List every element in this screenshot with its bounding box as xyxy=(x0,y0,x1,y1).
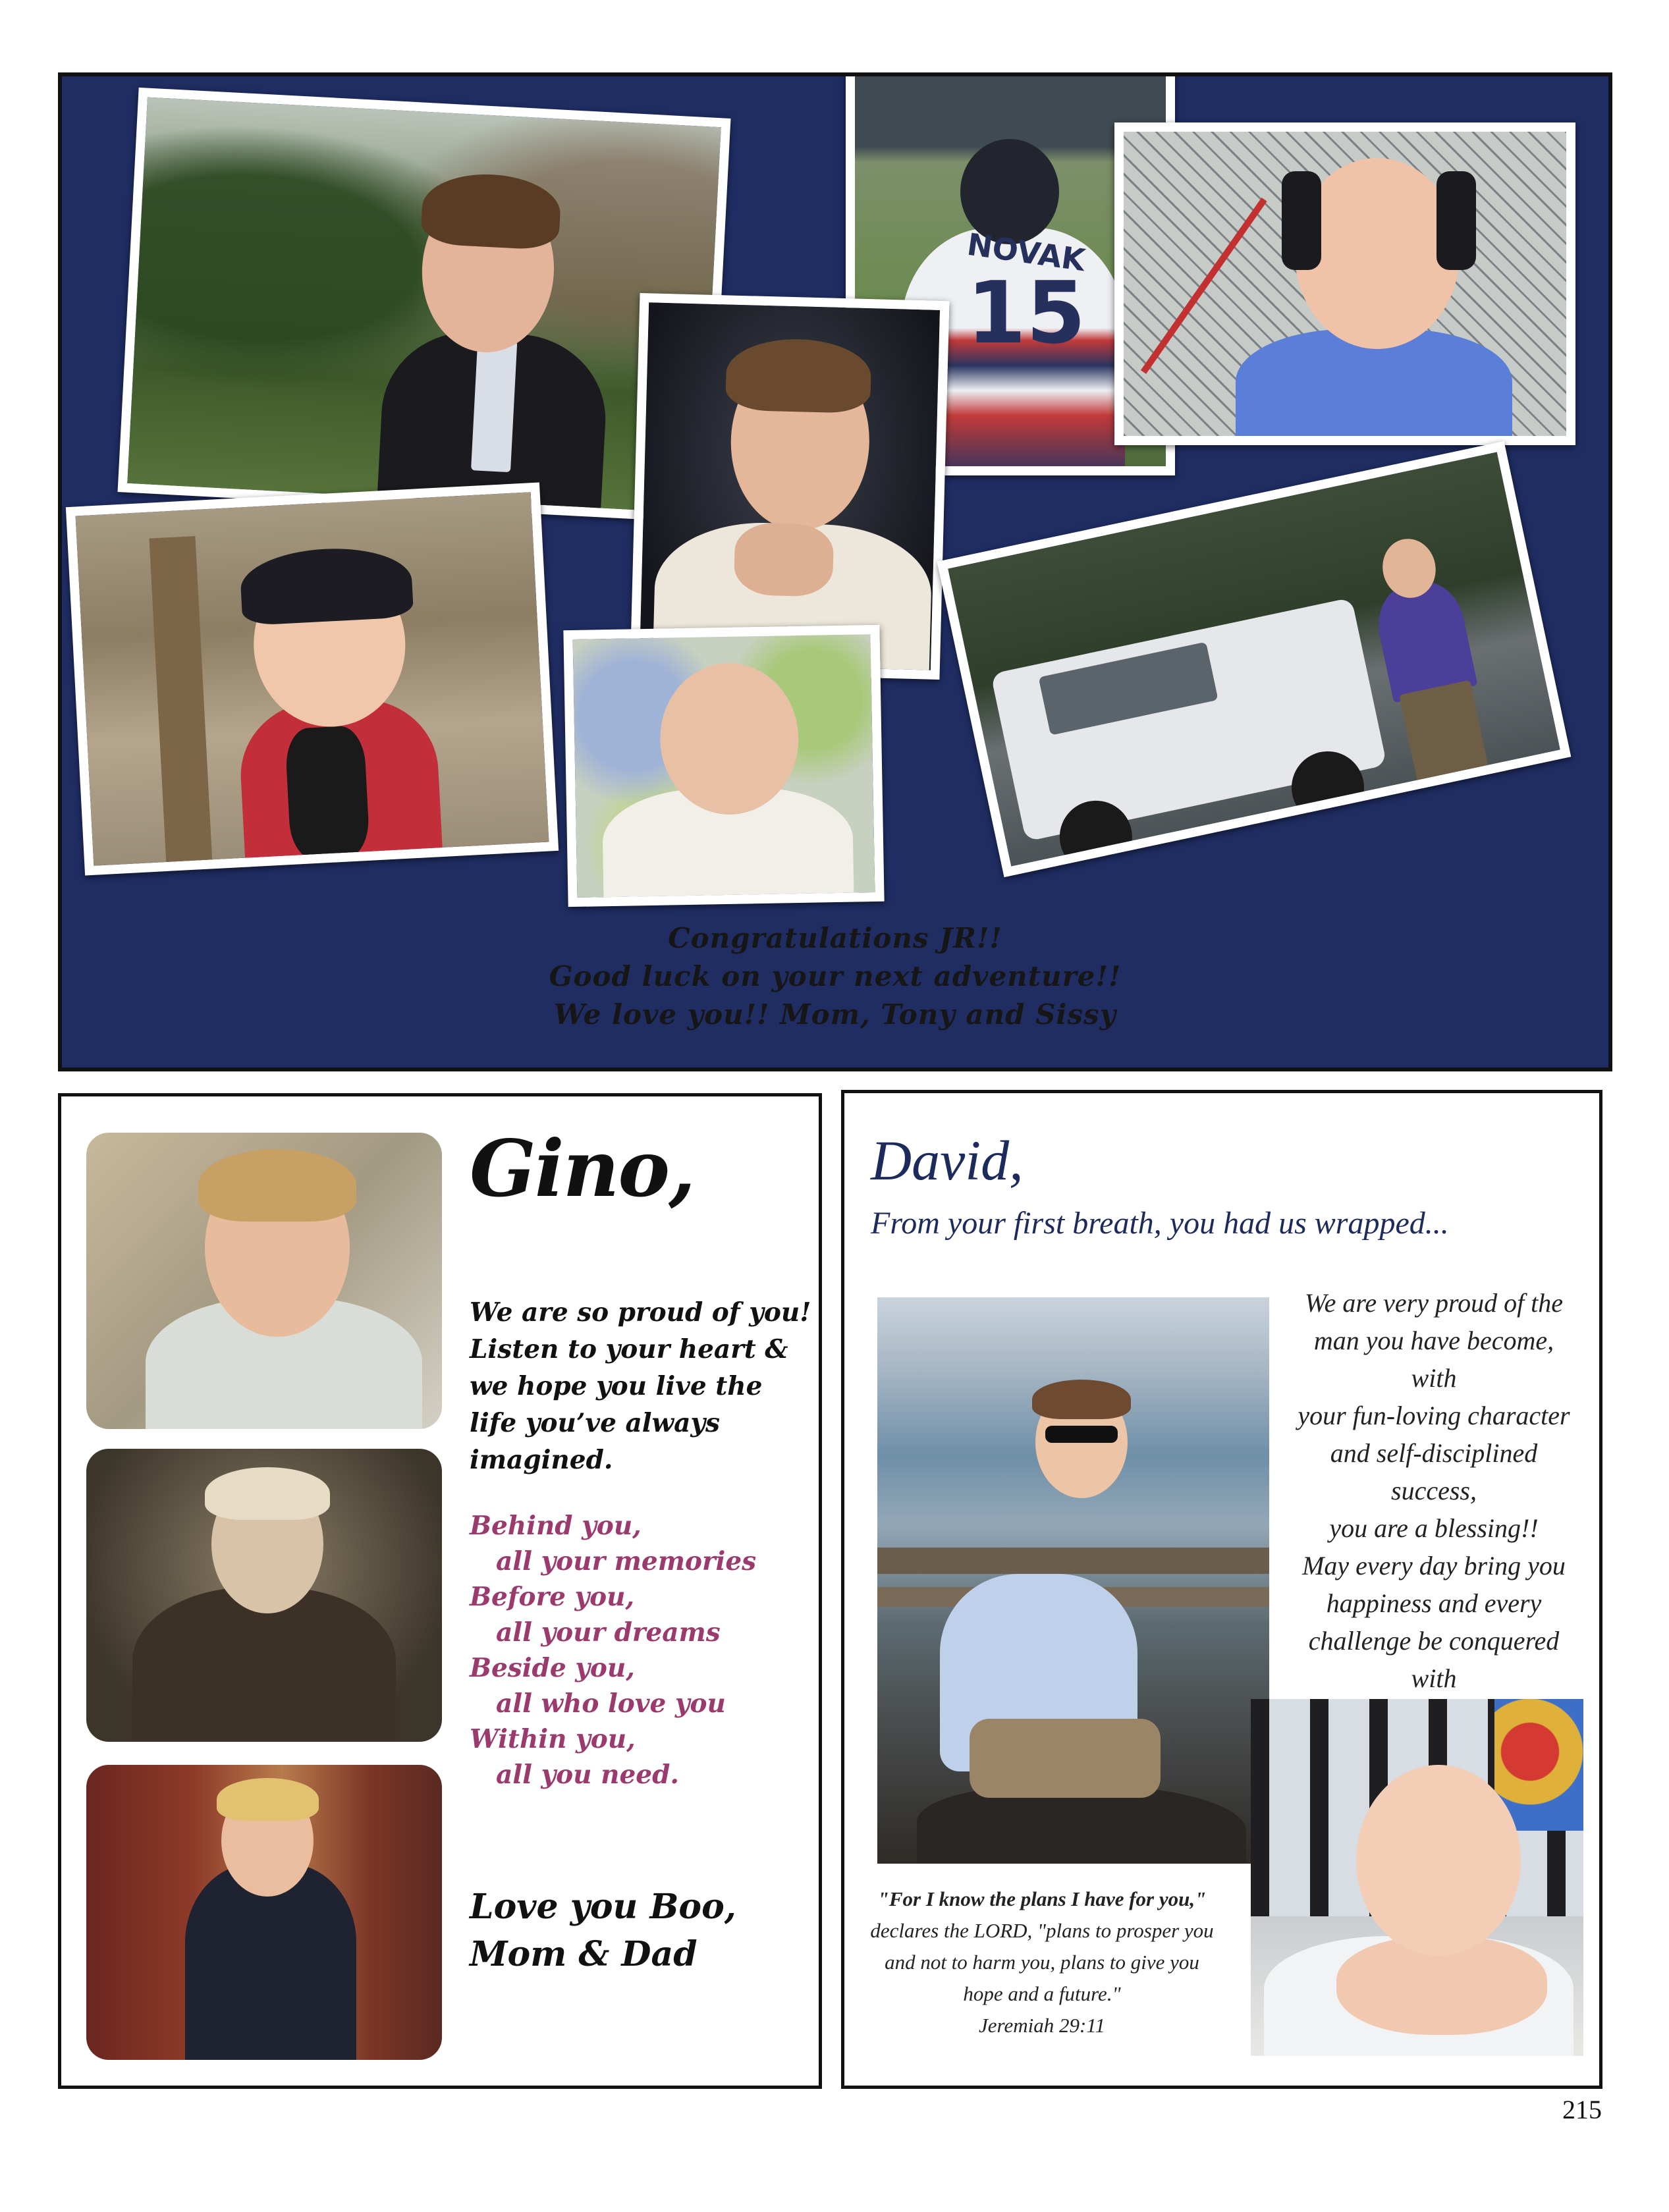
david-message-line: May every day bring you xyxy=(1302,1551,1566,1580)
david-title: David, xyxy=(871,1129,1024,1192)
david-message-line: challenge be conquered with xyxy=(1308,1626,1560,1693)
page-number: 215 xyxy=(1562,2095,1602,2124)
collage-panel xyxy=(58,72,1612,1071)
poem-line: all your dreams xyxy=(496,1617,721,1648)
poem-line: all your memories xyxy=(496,1546,757,1577)
poem-line: all you need. xyxy=(496,1760,679,1790)
david-ad-box xyxy=(841,1090,1602,2089)
photo-jeep xyxy=(937,441,1572,877)
gino-photo-1 xyxy=(86,1133,442,1429)
caption-line-3: We love you!! Mom, Tony and Sissy xyxy=(553,998,1117,1031)
photo-baby xyxy=(563,625,884,907)
signoff-line-2: Mom & Dad xyxy=(470,1934,698,1974)
photo-senior-portrait xyxy=(630,293,950,680)
gino-signoff xyxy=(470,1883,812,1978)
david-message-line: you are a blessing!! xyxy=(1329,1513,1539,1543)
gino-ad-box xyxy=(58,1093,822,2089)
collage-caption xyxy=(62,919,1608,1034)
david-message-line: man you have become, with xyxy=(1313,1326,1554,1393)
verse-line: "For I know the plans I have for you," xyxy=(877,1887,1207,1910)
david-subtitle: From your first breath, you had us wrapped... xyxy=(871,1206,1449,1241)
verse-line: and not to harm you, plans to give you xyxy=(885,1951,1199,1974)
jersey-number: 15 xyxy=(966,263,1086,363)
poem-line: Behind you, xyxy=(470,1511,642,1541)
poem-line: Before you, xyxy=(470,1582,635,1612)
caption-line-1: Congratulations JR!! xyxy=(668,922,1002,954)
gino-photo-3 xyxy=(86,1765,442,2060)
caption-line-2: Good luck on your next adventure!! xyxy=(549,960,1122,992)
david-message-line: and self-disciplined success, xyxy=(1330,1438,1538,1505)
poem-line: all who love you xyxy=(496,1688,726,1719)
signoff-line-1: Love you Boo, xyxy=(470,1887,736,1927)
photo-bandana-kid xyxy=(66,483,559,876)
david-message-line: We are very proud of the xyxy=(1304,1288,1564,1318)
jersey-name: NOVAK xyxy=(965,226,1087,279)
david-photo-dock xyxy=(877,1297,1269,1864)
david-photo-baby xyxy=(1251,1699,1583,2056)
gino-poem xyxy=(470,1508,812,1793)
verse-reference: Jeremiah 29:11 xyxy=(979,2014,1105,2037)
gino-title: Gino, xyxy=(470,1123,695,1214)
david-verse xyxy=(861,1883,1223,2041)
poem-line: Beside you, xyxy=(470,1653,635,1683)
poem-line: Within you, xyxy=(470,1724,636,1754)
david-message-line: happiness and every xyxy=(1326,1588,1542,1618)
photo-headset-kid xyxy=(1114,122,1575,445)
gino-message: We are so proud of you! Listen to your heart & we hope you live the life you’ve always imagined. xyxy=(470,1297,811,1475)
david-message-line: your fun-loving character xyxy=(1298,1401,1570,1430)
gino-photo-2 xyxy=(86,1449,442,1742)
verse-line: declares the LORD, "plans to prosper you xyxy=(870,1919,1214,1942)
verse-line: hope and a future." xyxy=(963,1982,1121,2005)
